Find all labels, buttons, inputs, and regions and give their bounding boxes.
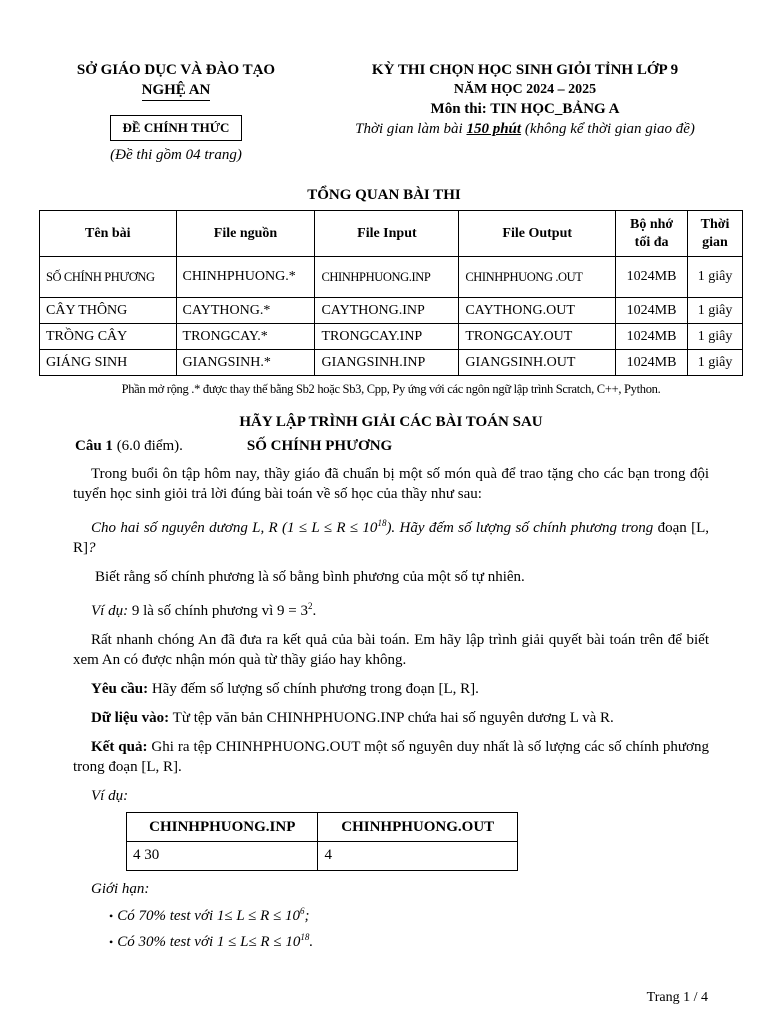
table-cell: 1024MB (616, 324, 688, 350)
statement-exponent: 18 (377, 518, 387, 528)
limit-text: Có 70% test với 1≤ L ≤ R ≤ 10 (117, 908, 301, 924)
sample-table (126, 812, 518, 871)
col-header: CHINHPHUONG.OUT (318, 813, 518, 842)
extension-note: Phần mở rộng .* được thay thế bằng Sb2 hoặc Sb3, Cpp, Py ứng với các ngôn ngữ lập trình Scratch, C++, Python. (121, 382, 661, 396)
output-paragraph (73, 737, 709, 777)
table-cell: 1024MB (616, 298, 688, 324)
limit-exponent: 6 (300, 906, 305, 916)
exam-title: KỲ THI CHỌN HỌC SINH GIỎI TỈNH LỚP 9 (371, 62, 679, 78)
table-row (127, 842, 518, 871)
list-item (109, 901, 709, 927)
table-row (40, 324, 743, 350)
exam-time (300, 119, 750, 139)
header-organization (56, 60, 296, 164)
table-cell: SỐ CHÍNH PHƯƠNG (40, 257, 177, 298)
table-row (40, 257, 743, 298)
time-suffix: (không kể thời gian giao đề) (521, 121, 695, 137)
table-cell: GIÁNG SINH (40, 350, 177, 376)
official-exam-badge: ĐỀ CHÍNH THỨC (110, 115, 243, 141)
table-cell: 1 giây (688, 324, 743, 350)
input-label: Dữ liệu vào: (91, 710, 170, 726)
org-name-line1: SỞ GIÁO DỤC VÀ ĐÀO TẠO (76, 62, 276, 78)
col-header: Thời gian (688, 211, 743, 257)
example-paragraph (73, 596, 709, 621)
example-text: 9 là số chính phương vì 9 = 3 (128, 603, 309, 619)
requirement-paragraph (73, 679, 709, 699)
question-1 (73, 436, 709, 953)
table-cell: GIANGSINH.OUT (459, 350, 616, 376)
col-header: File nguồn (176, 211, 315, 257)
exam-subject: Môn thi: TIN HỌC_BẢNG A (430, 101, 620, 117)
table-cell: 1 giây (688, 350, 743, 376)
col-header: File Input (315, 211, 459, 257)
header-exam-info (300, 60, 750, 139)
col-header: Tên bài (40, 211, 177, 257)
example-label: Ví dụ: (91, 603, 129, 619)
table-cell: TRONGCAY.* (176, 324, 315, 350)
table-cell: TRỒNG CÂY (40, 324, 177, 350)
table-cell: CAYTHONG.INP (315, 298, 459, 324)
table-cell: CAYTHONG.* (176, 298, 315, 324)
statement-part: ). Hãy đếm số lượng số chính phương trong (386, 520, 658, 536)
table-cell: 4 (318, 842, 518, 871)
question-heading (75, 436, 709, 456)
overview-table (39, 210, 743, 376)
col-header: Bộ nhớ tối đa (616, 211, 688, 257)
example-end: . (312, 603, 317, 619)
table-cell: CÂY THÔNG (40, 298, 177, 324)
sample-label: Ví dụ: (91, 788, 129, 804)
output-label: Kết quả: (91, 739, 148, 755)
table-row (40, 350, 743, 376)
list-item (109, 927, 709, 953)
table-row (40, 298, 743, 324)
limit-text: Có 30% test với 1 ≤ L≤ R ≤ 10 (117, 934, 301, 950)
school-year: NĂM HỌC 2024 – 2025 (453, 82, 597, 97)
problem-statement (73, 513, 709, 558)
limits-section (73, 879, 709, 953)
problems-title: HÃY LẬP TRÌNH GIẢI CÁC BÀI TOÁN SAU (239, 414, 543, 430)
table-cell: GIANGSINH.INP (315, 350, 459, 376)
table-cell: TRONGCAY.INP (315, 324, 459, 350)
pages-note: (Đề thi gồm 04 trang) (110, 147, 242, 163)
table-cell: 1 giây (688, 298, 743, 324)
time-duration: 150 phút (466, 121, 522, 137)
example-exponent: 2 (308, 601, 313, 611)
table-cell: GIANGSINH.* (176, 350, 315, 376)
limit-exponent: 18 (300, 932, 310, 942)
question-points: (6.0 điểm). (112, 438, 183, 454)
table-cell: 4 30 (127, 842, 318, 871)
table-cell: 1024MB (616, 257, 688, 298)
overview-header-row (40, 211, 743, 257)
intro-paragraph: Trong buổi ôn tập hôm nay, thầy giáo đã chuẩn bị một số món quà để trao tặng cho các bạn trong đội tuyển học sinh giỏi trả lời đúng bài toán về số học của thầy như sau: (73, 466, 709, 502)
question-name: SỐ CHÍNH PHƯƠNG (246, 438, 393, 454)
story-paragraph: Rất nhanh chóng An đã đưa ra kết quả của bài toán. Em hãy lập trình giải quyết bài toán trên để biết xem An có được nhận món quà từ thầy giáo hay không. (73, 632, 709, 668)
overview-title: TỔNG QUAN BÀI THI (307, 187, 461, 203)
statement-part: Cho hai số nguyên dương L, R (1 ≤ L ≤ R ≤ 10 (91, 520, 378, 536)
table-cell: TRONGCAY.OUT (459, 324, 616, 350)
col-header: CHINHPHUONG.INP (127, 813, 318, 842)
col-header: File Output (459, 211, 616, 257)
limits-title: Giới hạn: (91, 881, 150, 897)
statement-question-mark: ? (88, 540, 96, 556)
table-cell: CHINHPHUONG.INP (315, 257, 459, 298)
definition-paragraph: Biết rằng số chính phương là số bằng bình phương của một số tự nhiên. (95, 569, 525, 585)
table-cell: 1024MB (616, 350, 688, 376)
table-cell: CAYTHONG.OUT (459, 298, 616, 324)
requirement-text: Hãy đếm số lượng số chính phương trong đoạn [L, R]. (148, 681, 479, 697)
statement-range: đoạn [L, R] (73, 520, 709, 556)
output-text: Ghi ra tệp CHINHPHUONG.OUT một số nguyên duy nhất là số lượng các số chính phương trong đoạn [L, R]. (73, 739, 709, 775)
input-text: Từ tệp văn bản CHINHPHUONG.INP chứa hai số nguyên dương L và R. (169, 710, 614, 726)
requirement-label: Yêu cầu: (91, 681, 149, 697)
table-cell: CHINHPHUONG.* (176, 257, 315, 298)
page-number: Trang 1 / 4 (646, 990, 708, 1005)
limit-end: . (309, 934, 314, 950)
org-name-line2: NGHỆ AN (142, 80, 211, 101)
question-number: Câu 1 (75, 438, 113, 454)
table-cell: CHINHPHUONG .OUT (459, 257, 616, 298)
input-paragraph (73, 708, 709, 728)
limits-list (73, 901, 709, 953)
time-prefix: Thời gian làm bài (355, 121, 467, 137)
table-cell: 1 giây (688, 257, 743, 298)
sample-header-row (127, 813, 518, 842)
limit-end: ; (304, 908, 310, 924)
